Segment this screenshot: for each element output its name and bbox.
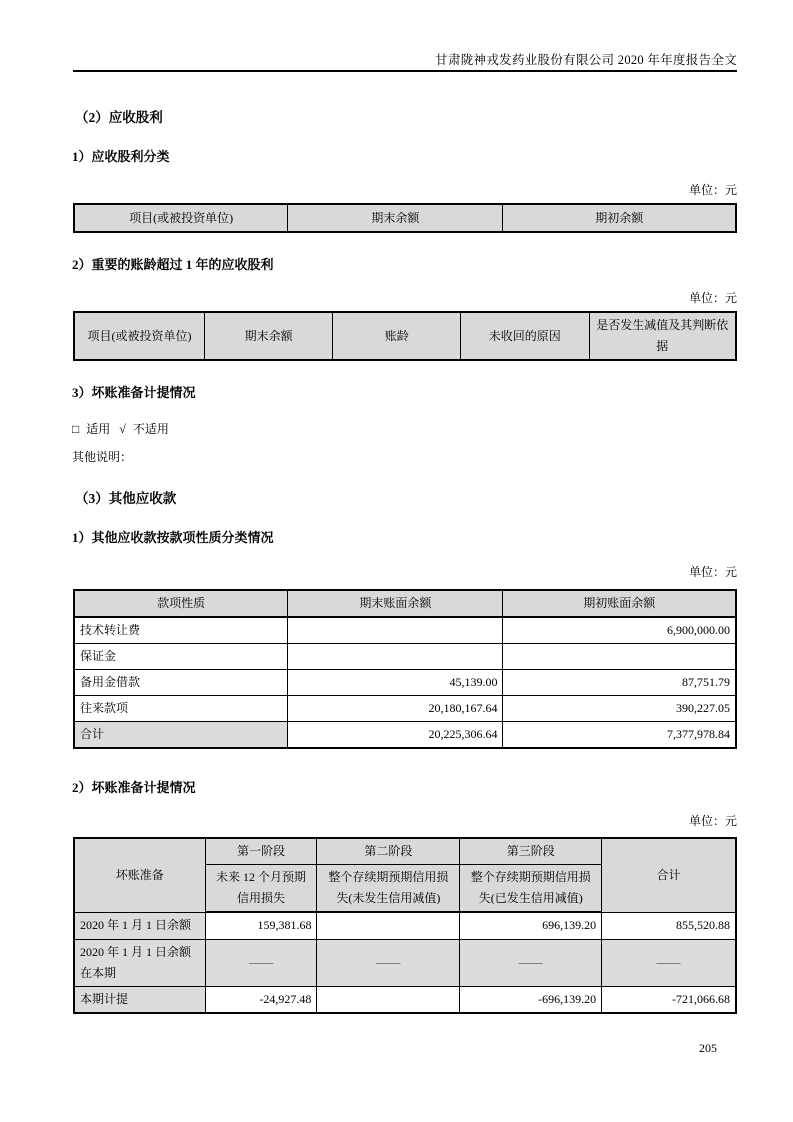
unit-label-4: 单位：元 [688, 814, 737, 828]
stage-description-cell: 未来 12 个月预期信用损失 [205, 865, 317, 913]
header-divider-rule [73, 70, 737, 72]
heading-dividend-classification: 1）应收股利分类 [72, 149, 170, 164]
unit-label-3: 单位：元 [688, 565, 737, 579]
corner-header-cell: 坏账准备 [74, 838, 205, 912]
total-value-cell: —— [602, 939, 736, 986]
bad-debt-provision-table [73, 837, 737, 1014]
ending-balance-cell [288, 617, 503, 644]
heading-bad-debt-provision-1: 3）坏账准备计提情况 [72, 385, 196, 400]
row-label-cell: 备用金借款 [74, 670, 288, 696]
total-value-cell: -721,066.68 [602, 986, 736, 1013]
table-header-cell: 账龄 [333, 312, 461, 360]
table-row [74, 670, 736, 696]
heading-receivable-dividends: （2）应收股利 [75, 110, 163, 125]
dividend-classification-table [73, 203, 737, 233]
total-label-cell: 合计 [74, 722, 288, 749]
table-header-cell: 项目(或被投资单位) [74, 312, 204, 360]
ending-balance-cell [288, 644, 503, 670]
applicable-label: 适用 [86, 422, 111, 436]
stage-header-cell: 第三阶段 [460, 838, 602, 865]
table-header-cell: 期初余额 [503, 204, 736, 232]
other-notes-label: 其他说明： [72, 450, 133, 464]
table-header-cell: 项目(或被投资单位) [74, 204, 288, 232]
row-label-cell: 技术转让费 [74, 617, 288, 644]
heading-aged-dividends: 2）重要的账龄超过 1 年的应收股利 [72, 257, 274, 272]
row-label-cell: 往来款项 [74, 696, 288, 722]
stage1-value-cell: —— [205, 939, 317, 986]
beginning-balance-cell [503, 644, 736, 670]
stage2-value-cell [317, 986, 460, 1013]
aged-dividends-table [73, 311, 737, 361]
checkbox-unchecked-icon: □ [72, 422, 80, 436]
heading-nature-classification: 1）其他应收款按款项性质分类情况 [72, 530, 274, 545]
stage2-value-cell: —— [317, 939, 460, 986]
row-label-cell: 本期计提 [74, 986, 205, 1013]
stage3-value-cell: -696,139.20 [460, 986, 602, 1013]
table-row [74, 617, 736, 644]
table-header-cell: 未收回的原因 [461, 312, 589, 360]
table-header-cell: 期初账面余额 [503, 590, 736, 617]
applicability-line [72, 420, 169, 437]
ending-balance-cell: 20,180,167.64 [288, 696, 503, 722]
ending-balance-cell: 45,139.00 [288, 670, 503, 696]
table-header-cell: 期末余额 [204, 312, 332, 360]
stage-description-cell: 整个存续期预期信用损失(未发生信用减值) [317, 865, 460, 913]
table-row [74, 912, 736, 939]
beginning-balance-cell: 6,900,000.00 [503, 617, 736, 644]
stage3-value-cell: —— [460, 939, 602, 986]
not-applicable-label: 不适用 [132, 422, 169, 436]
unit-label-2: 单位：元 [688, 291, 737, 305]
total-value-cell: 855,520.88 [602, 912, 736, 939]
table-header-cell: 是否发生减值及其判断依据 [589, 312, 736, 360]
row-label-cell: 2020 年 1 月 1 日余额 [74, 912, 205, 939]
stage-header-cell: 第二阶段 [317, 838, 460, 865]
beginning-balance-cell: 390,227.05 [503, 696, 736, 722]
stage-description-cell: 整个存续期预期信用损失(已发生信用减值) [460, 865, 602, 913]
total-header-cell: 合计 [602, 838, 736, 912]
check-icon: √ [119, 422, 126, 436]
stage1-value-cell: 159,381.68 [205, 912, 317, 939]
table-row [74, 986, 736, 1013]
row-label-cell: 保证金 [74, 644, 288, 670]
heading-bad-debt-provision-2: 2）坏账准备计提情况 [72, 780, 196, 795]
report-header-title: 甘肃陇神戎发药业股份有限公司 2020 年年度报告全文 [435, 53, 737, 67]
beginning-balance-total-cell: 7,377,978.84 [503, 722, 736, 749]
page-number: 205 [699, 1041, 717, 1055]
unit-label-1: 单位：元 [688, 183, 737, 197]
row-label-cell: 2020 年 1 月 1 日余额在本期 [74, 939, 205, 986]
table-header-cell: 期末账面余额 [288, 590, 503, 617]
total-row [74, 722, 736, 749]
beginning-balance-cell: 87,751.79 [503, 670, 736, 696]
table-row [74, 644, 736, 670]
table-row [74, 696, 736, 722]
heading-other-receivables: （3）其他应收款 [75, 491, 177, 506]
stage-header-cell: 第一阶段 [205, 838, 317, 865]
stage3-value-cell: 696,139.20 [460, 912, 602, 939]
stage1-value-cell: -24,927.48 [205, 986, 317, 1013]
nature-classification-table [73, 589, 737, 749]
table-header-cell: 期末余额 [288, 204, 503, 232]
table-header-cell: 款项性质 [74, 590, 288, 617]
ending-balance-total-cell: 20,225,306.64 [288, 722, 503, 749]
table-row [74, 939, 736, 986]
stage2-value-cell [317, 912, 460, 939]
